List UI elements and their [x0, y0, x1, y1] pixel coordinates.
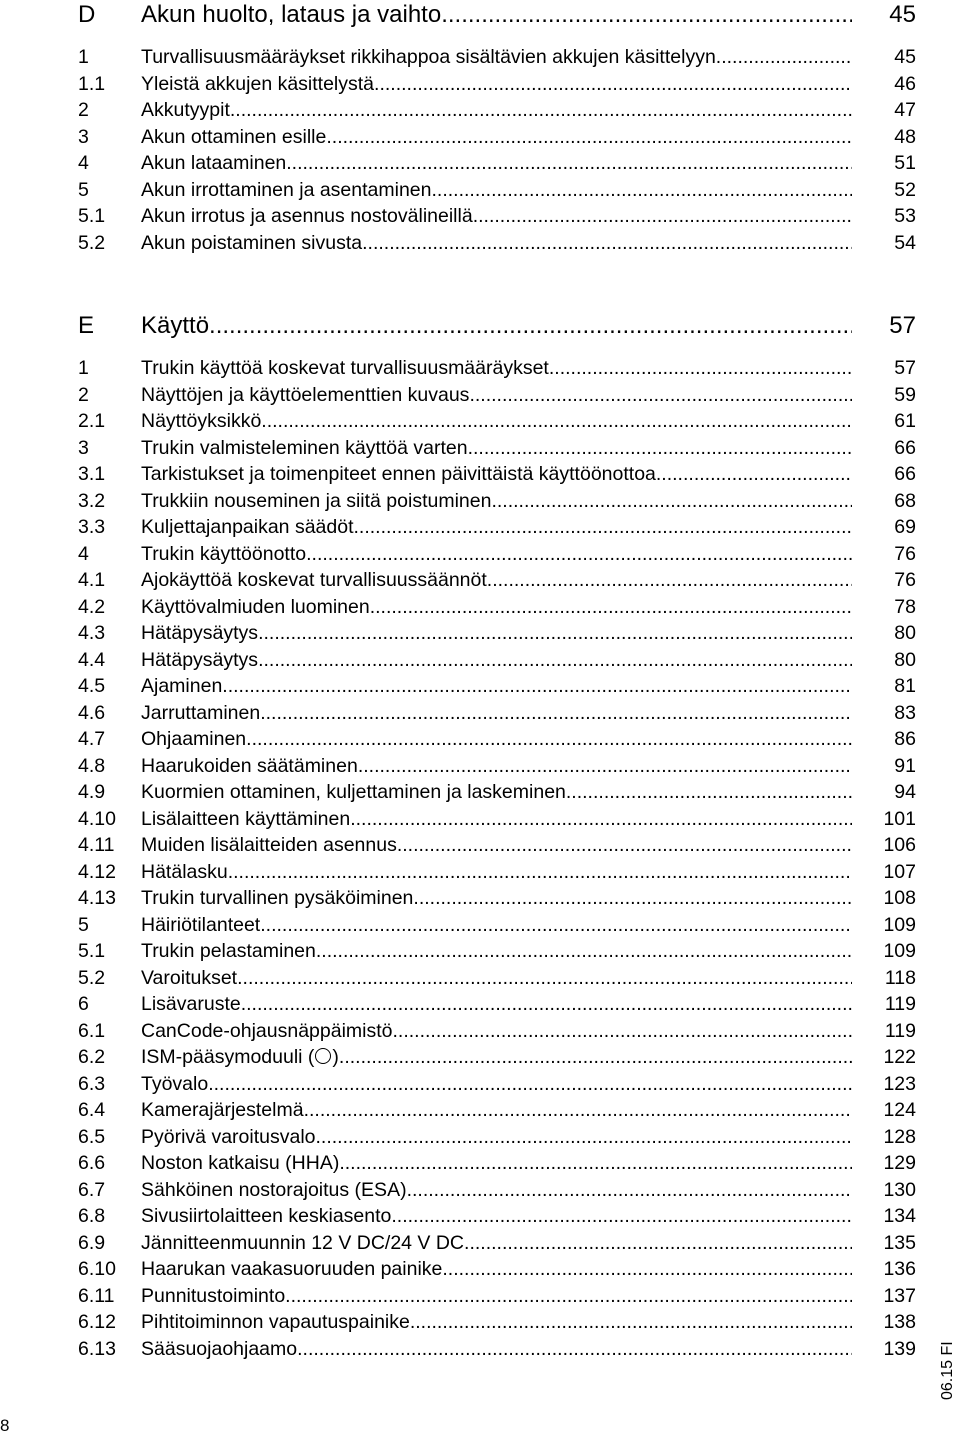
toc-entry-title: Muiden lisälaitteiden asennus	[141, 834, 397, 856]
dot-leader	[354, 514, 853, 541]
toc-entry	[78, 1336, 916, 1363]
toc-entry-number: 3	[78, 125, 89, 148]
toc-entry-title: Tarkistukset ja toimenpiteet ennen päivittäistä käyttöönottoa	[141, 463, 656, 485]
toc-entry-number: 5	[78, 178, 89, 201]
toc-entry-page: 81	[894, 675, 916, 697]
toc-entry-title: Jarruttaminen	[141, 701, 261, 724]
toc-entry-number: 5	[78, 913, 89, 936]
toc-entry-number: 4.4	[78, 648, 106, 671]
toc-entry	[78, 1283, 916, 1310]
toc-entry-page: 134	[883, 1205, 916, 1227]
toc-entry-number: 4.8	[78, 754, 106, 777]
toc-entry-page: 109	[883, 913, 916, 936]
toc-entry-title-text: ISM-pääsymoduuli (	[141, 1046, 315, 1068]
toc-entry	[78, 885, 916, 912]
section-heading-title: Akun huolto, lataus ja vaihto	[141, 1, 442, 28]
toc-entry	[78, 620, 916, 647]
toc-entry	[78, 1177, 916, 1204]
toc-entry-page: 129	[883, 1152, 916, 1174]
toc-entry-page: 69	[894, 516, 916, 538]
toc-entry-number: 6.6	[78, 1152, 106, 1174]
toc-entry-number: 6.2	[78, 1046, 106, 1068]
section-heading-number: E	[78, 312, 95, 339]
toc-entry	[78, 753, 916, 780]
dot-leader	[566, 779, 852, 806]
toc-entry-number: 1	[78, 357, 89, 379]
dot-leader	[397, 832, 852, 859]
toc-entry	[78, 1018, 916, 1045]
toc-entry	[78, 859, 916, 886]
section-heading	[78, 311, 916, 341]
toc-entry-page: 124	[883, 1099, 916, 1121]
toc-entry-number: 3	[78, 436, 89, 459]
section-heading-page: 57	[889, 312, 916, 339]
toc-entry-page: 76	[894, 542, 916, 565]
toc-entry-number: 6.10	[78, 1258, 116, 1280]
toc-entry-page: 68	[894, 489, 916, 512]
toc-entry	[78, 177, 916, 204]
dot-leader	[716, 44, 852, 71]
toc-entry-number: 6.9	[78, 1231, 106, 1254]
toc-entry-page: 83	[894, 701, 916, 724]
toc-entry-number: 4.1	[78, 569, 106, 591]
toc-entry	[78, 700, 916, 727]
toc-entry-page: 138	[883, 1311, 916, 1333]
toc-entry-page: 80	[894, 622, 916, 644]
dot-leader	[297, 1336, 852, 1363]
toc-entry-page: 47	[894, 99, 916, 121]
toc-entry-number: 5.2	[78, 966, 106, 989]
dot-leader	[237, 965, 852, 992]
toc-entry-number: 4.11	[78, 834, 115, 856]
toc-entry-page: 59	[894, 383, 916, 406]
toc-entry-title: CanCode-ohjausnäppäimistö	[141, 1019, 393, 1042]
toc-entry-page: 53	[894, 205, 916, 227]
toc-entry-page: 119	[884, 1019, 916, 1042]
dot-leader	[241, 991, 852, 1018]
toc-entry-title: Pihtitoiminnon vapautuspainike	[141, 1311, 410, 1333]
toc-entry-page: 91	[894, 754, 916, 777]
dot-leader	[358, 753, 852, 780]
toc-entry-number: 6.13	[78, 1337, 116, 1360]
toc-entry-number: 4.7	[78, 728, 106, 750]
dot-leader	[468, 435, 852, 462]
toc-entry-page: 66	[894, 436, 916, 459]
toc-entry-number: 2	[78, 383, 89, 406]
toc-entry-title: Noston katkaisu (HHA)	[141, 1152, 340, 1174]
toc-entry	[78, 1150, 916, 1177]
toc-entry	[78, 594, 916, 621]
toc-entry-title: Pyörivä varoitusvalo	[141, 1125, 316, 1148]
toc-entry	[78, 408, 916, 435]
toc-entry-title: Kuormien ottaminen, kuljettaminen ja laskeminen	[141, 781, 566, 803]
toc-entry-page: 101	[883, 807, 916, 830]
toc-entry-number: 6.12	[78, 1311, 116, 1333]
toc-entry	[78, 355, 916, 382]
toc-entry-page: 51	[894, 152, 916, 174]
toc-entry	[78, 779, 916, 806]
toc-entry-title: Ajokäyttöä koskevat turvallisuussäännöt	[141, 569, 487, 591]
dot-leader	[208, 1071, 852, 1098]
dot-leader	[326, 124, 852, 151]
toc-entry-title: Sääsuojaohjaamo	[141, 1337, 298, 1360]
toc-entry	[78, 97, 916, 124]
dot-leader	[473, 203, 852, 230]
toc-entry	[78, 150, 916, 177]
toc-entry	[78, 1097, 916, 1124]
toc-entry-page: 61	[894, 410, 916, 432]
toc-entry	[78, 1230, 916, 1257]
toc-entry-title: Akun poistaminen sivusta	[141, 231, 363, 254]
toc-entry-page: 80	[894, 648, 916, 671]
toc-entry-title: Lisälaitteen käyttäminen	[141, 807, 351, 830]
toc-entry	[78, 1203, 916, 1230]
toc-entry	[78, 832, 916, 859]
dot-leader	[246, 726, 852, 753]
toc-entry-title: Sivusiirtolaitteen keskiasento	[141, 1205, 392, 1227]
toc-entry-page: 119	[884, 993, 916, 1015]
dot-leader	[261, 408, 852, 435]
toc-entry-title: Hätälasku	[141, 860, 228, 883]
table-of-contents	[78, 0, 916, 1362]
toc-entry-number: 6.7	[78, 1178, 106, 1201]
revision-code-text: 06.15 FI	[939, 1341, 956, 1400]
toc-entry	[78, 71, 916, 98]
toc-entry-number: 4.6	[78, 701, 106, 724]
toc-entry-title: Haarukoiden säätäminen	[141, 754, 358, 777]
toc-entry-title: Näyttöjen ja käyttöelementtien kuvaus	[141, 383, 470, 406]
dot-leader	[260, 912, 852, 939]
toc-entry-title: Trukin valmisteleminen käyttöä varten	[141, 436, 468, 459]
page-number: 8	[0, 1416, 10, 1435]
toc-entry-page: 109	[883, 940, 916, 962]
toc-entry-title: Yleistä akkujen käsittelystä	[141, 72, 375, 95]
toc-entry-title: Näyttöyksikkö	[141, 410, 262, 432]
toc-entry-number: 4	[78, 152, 89, 174]
dot-leader	[350, 806, 852, 833]
toc-entry-title: Trukkiin nouseminen ja siitä poistuminen	[141, 489, 492, 512]
toc-entry-number: 6.4	[78, 1099, 106, 1121]
toc-entry-title: Trukin käyttöönotto	[141, 542, 307, 565]
section-heading-number: D	[78, 1, 96, 28]
toc-entry-page: 118	[884, 966, 916, 989]
toc-entry-number: 5.1	[78, 205, 106, 227]
toc-entry-number: 4	[78, 542, 89, 565]
toc-entry-title: Trukin turvallinen pysäköiminen	[141, 887, 414, 909]
toc-entry-number: 5.1	[78, 940, 106, 962]
toc-entry-page: 54	[894, 231, 916, 254]
dot-leader	[228, 859, 852, 886]
toc-entry	[78, 991, 916, 1018]
toc-entry-title: Akun irrotus ja asennus nostovälineillä	[141, 205, 473, 227]
toc-entry-number: 1	[78, 46, 89, 68]
toc-entry-page: 86	[894, 728, 916, 750]
toc-entry-number: 6	[78, 993, 89, 1015]
toc-entry-number: 5.2	[78, 231, 106, 254]
toc-entry-title	[141, 1044, 339, 1071]
toc-entry-number: 2	[78, 99, 89, 121]
dot-leader	[316, 1124, 853, 1151]
toc-entry-page: 52	[894, 178, 916, 201]
dot-leader	[464, 1230, 852, 1257]
dot-leader	[487, 567, 852, 594]
toc-entry-page: 78	[894, 595, 916, 618]
toc-entry-title-suffix: )	[332, 1046, 339, 1068]
toc-entry	[78, 382, 916, 409]
toc-entry-page: 108	[883, 887, 916, 909]
dot-leader	[209, 311, 852, 341]
dot-leader	[413, 885, 852, 912]
toc-entry-title: Trukin käyttöä koskevat turvallisuusmääräykset	[141, 357, 549, 379]
toc-entry-title: Akkutyypit	[141, 99, 230, 121]
toc-entry-page: 106	[883, 834, 916, 856]
toc-entry-number: 3.3	[78, 516, 106, 538]
toc-entry-page: 48	[894, 125, 916, 148]
toc-entry-title: Haarukan vaakasuoruuden painike	[141, 1258, 443, 1280]
revision-code	[936, 1290, 960, 1400]
toc-entry-number: 6.3	[78, 1072, 106, 1095]
dot-leader	[339, 1044, 852, 1071]
toc-entry-title: Ohjaaminen	[141, 728, 247, 750]
toc-entry-page: 135	[883, 1231, 916, 1254]
toc-entry-number: 4.3	[78, 622, 106, 644]
dot-leader	[260, 700, 852, 727]
toc-entry-number: 3.2	[78, 489, 106, 512]
toc-entry	[78, 124, 916, 151]
toc-entry-page: 122	[883, 1046, 916, 1068]
toc-entry	[78, 1071, 916, 1098]
toc-entry-title: Punnitustoiminto	[141, 1284, 286, 1307]
toc-entry-number: 6.11	[78, 1284, 115, 1307]
dot-leader	[442, 1256, 852, 1283]
toc-entry-number: 6.8	[78, 1205, 106, 1227]
toc-entry	[78, 647, 916, 674]
dot-leader	[370, 594, 852, 621]
toc-entry-title: Akun lataaminen	[141, 152, 287, 174]
toc-entry	[78, 1309, 916, 1336]
dot-leader	[316, 938, 852, 965]
toc-entry	[78, 726, 916, 753]
dot-leader	[656, 461, 852, 488]
dot-leader	[285, 1283, 852, 1310]
toc-entry-number: 4.12	[78, 860, 116, 883]
dot-leader	[258, 620, 852, 647]
dot-leader	[441, 0, 852, 30]
section-heading-page: 45	[889, 1, 916, 28]
toc-entry-page: 66	[894, 463, 916, 485]
dot-leader	[304, 1097, 852, 1124]
circle-icon	[315, 1048, 331, 1064]
toc-entry-page: 57	[894, 357, 916, 379]
toc-entry-page: 45	[894, 46, 916, 68]
toc-entry	[78, 488, 916, 515]
toc-entry-page: 137	[883, 1284, 916, 1307]
section-heading-title: Käyttö	[141, 312, 210, 339]
toc-entry	[78, 230, 916, 257]
toc-entry-title: Sähköinen nostorajoitus (ESA)	[141, 1178, 407, 1201]
toc-entry	[78, 514, 916, 541]
toc-entry	[78, 673, 916, 700]
dot-leader	[410, 1309, 852, 1336]
toc-entry-title: Turvallisuusmääräykset rikkihappoa sisältävien akkujen käsittelyyn	[141, 46, 716, 68]
toc-entry-number: 3.1	[78, 463, 106, 485]
toc-entry-title: Lisävaruste	[141, 993, 241, 1015]
dot-leader	[306, 541, 852, 568]
toc-entry	[78, 1044, 916, 1071]
dot-leader	[432, 177, 853, 204]
toc-entry	[78, 912, 916, 939]
toc-entry	[78, 1124, 916, 1151]
dot-leader	[374, 71, 852, 98]
toc-entry-title: Kuljettajanpaikan säädöt	[141, 516, 354, 538]
toc-entry-page: 76	[894, 569, 916, 591]
toc-entry-title: Varoitukset	[141, 966, 238, 989]
dot-leader	[469, 382, 852, 409]
toc-entry	[78, 567, 916, 594]
dot-leader	[393, 1018, 853, 1045]
toc-entry-number: 4.2	[78, 595, 106, 618]
toc-entry-number: 4.5	[78, 675, 106, 697]
toc-entry-title: Hätäpysäytys	[141, 648, 259, 671]
toc-entry-page: 128	[883, 1125, 916, 1148]
toc-entry-title: Häiriötilanteet	[141, 913, 261, 936]
toc-entry-number: 2.1	[78, 410, 106, 432]
dot-leader	[286, 150, 852, 177]
toc-entry	[78, 203, 916, 230]
dot-leader	[549, 355, 852, 382]
toc-entry-title: Jännitteenmuunnin 12 V DC/24 V DC	[141, 1231, 465, 1254]
dot-leader	[258, 647, 852, 674]
dot-leader	[391, 1203, 852, 1230]
toc-entry-title: Akun irrottaminen ja asentaminen	[141, 178, 432, 201]
toc-entry-number: 4.9	[78, 781, 106, 803]
dot-leader	[491, 488, 852, 515]
toc-entry-title: Ajaminen	[141, 675, 223, 697]
toc-entry-title: Trukin pelastaminen	[141, 940, 316, 962]
toc-entry-title: Hätäpysäytys	[141, 622, 259, 644]
toc-entry	[78, 938, 916, 965]
dot-leader	[362, 230, 852, 257]
toc-entry-page: 123	[883, 1072, 916, 1095]
section-heading	[78, 0, 916, 30]
toc-entry-page: 139	[883, 1337, 916, 1360]
toc-entry-title: Työvalo	[141, 1072, 209, 1095]
toc-entry-number: 4.10	[78, 807, 116, 830]
toc-entry-title: Kamerajärjestelmä	[141, 1099, 304, 1121]
toc-entry	[78, 806, 916, 833]
toc-entry-page: 46	[894, 72, 916, 95]
dot-leader	[230, 97, 852, 124]
dot-leader	[222, 673, 852, 700]
toc-entry-number: 6.1	[78, 1019, 106, 1042]
dot-leader	[339, 1150, 852, 1177]
toc-entry-number: 1.1	[78, 72, 106, 95]
toc-entry-number: 6.5	[78, 1125, 106, 1148]
toc-entry-page: 94	[894, 781, 916, 803]
toc-entry	[78, 461, 916, 488]
toc-entry	[78, 435, 916, 462]
toc-entry-page: 130	[883, 1178, 916, 1201]
toc-entry	[78, 965, 916, 992]
toc-entry	[78, 1256, 916, 1283]
toc-entry	[78, 44, 916, 71]
toc-entry-title: Akun ottaminen esille	[141, 125, 327, 148]
toc-entry	[78, 541, 916, 568]
toc-entry-page: 136	[883, 1258, 916, 1280]
toc-entry-title: Käyttövalmiuden luominen	[141, 595, 370, 618]
toc-entry-number: 4.13	[78, 887, 116, 909]
dot-leader	[407, 1177, 852, 1204]
toc-entry-page: 107	[883, 860, 916, 883]
